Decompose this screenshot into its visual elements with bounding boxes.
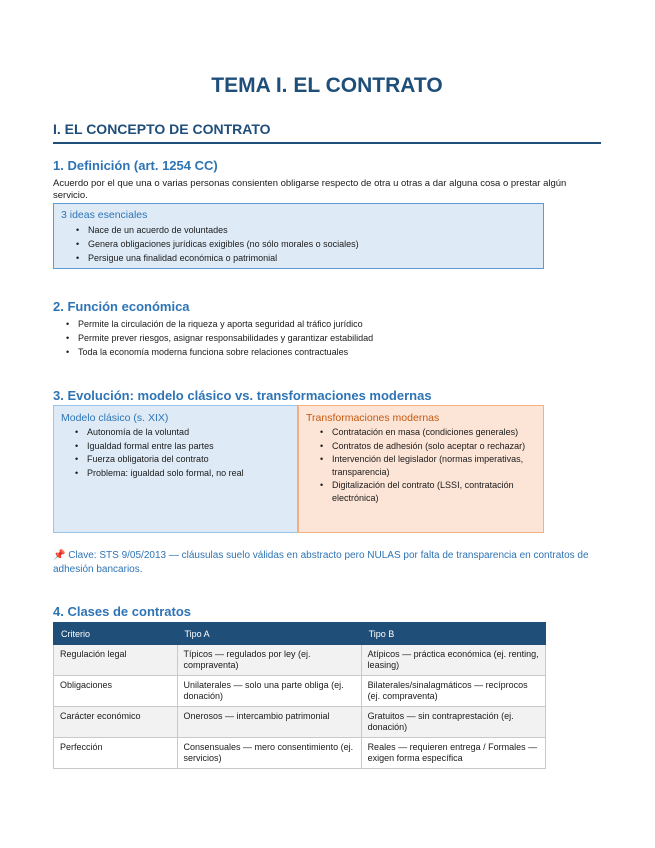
- definition-heading: 1. Definición (art. 1254 CC): [53, 158, 218, 173]
- definition-text: Acuerdo por el que una o varias personas consienten obligarse respecto de otra u otras a dar alguna cosa o prestar algún servicio.: [53, 178, 567, 201]
- classic-model-list: [61, 426, 290, 479]
- economic-function-list: [53, 317, 618, 359]
- list-item: • Genera obligaciones jurídicas exigibles (no sólo morales o sociales): [88, 237, 536, 251]
- list-item: • Nace de un acuerdo de voluntades: [88, 223, 536, 237]
- essential-ideas-box: [53, 203, 544, 269]
- table-cell: Típicos — regulados por ley (ej. compraventa): [177, 645, 361, 676]
- classic-model-box: [53, 405, 298, 533]
- table-cell: Regulación legal: [54, 645, 178, 676]
- list-item: • Permite la circulación de la riqueza y aporta seguridad al tráfico jurídico: [78, 317, 618, 331]
- list-item: • Toda la economía moderna funciona sobre relaciones contractuales: [78, 345, 618, 359]
- list-item: • Contratos de adhesión (solo aceptar o rechazar): [332, 440, 536, 453]
- column-header: Criterio: [54, 623, 178, 645]
- economic-function-heading: 2. Función económica: [53, 299, 190, 314]
- list-item: • Autonomía de la voluntad: [87, 426, 290, 439]
- document-title: TEMA I. EL CONTRATO: [211, 74, 443, 97]
- list-item: • Permite prever riesgos, asignar responsabilidades y garantizar estabilidad: [78, 331, 618, 345]
- essential-ideas-heading: 3 ideas esenciales: [61, 209, 148, 221]
- evolution-comparison: [53, 405, 544, 533]
- table-cell: Atípicos — práctica económica (ej. renting, leasing): [361, 645, 545, 676]
- table-cell: Perfección: [54, 738, 178, 769]
- key-note: [53, 549, 601, 577]
- list-item: • Intervención del legislador (normas imperativas, transparencia): [332, 453, 536, 478]
- table-cell: Bilaterales/sinalagmáticos — recíprocos (ej. compraventa): [361, 676, 545, 707]
- list-item: • Igualdad formal entre las partes: [87, 440, 290, 453]
- table-row: [54, 738, 546, 769]
- table-row: [54, 676, 546, 707]
- column-header: Tipo B: [361, 623, 545, 645]
- evolution-heading: 3. Evolución: modelo clásico vs. transformaciones modernas: [53, 388, 432, 403]
- table-header-row: [54, 623, 546, 645]
- contract-classes-table: [53, 622, 546, 769]
- list-item: • Problema: igualdad solo formal, no real: [87, 467, 290, 480]
- table-cell: Gratuitos — sin contraprestación (ej. donación): [361, 707, 545, 738]
- table-row: [54, 707, 546, 738]
- table-cell: Reales — requieren entrega / Formales — exigen forma específica: [361, 738, 545, 769]
- table-cell: Carácter económico: [54, 707, 178, 738]
- pushpin-icon: 📌: [53, 550, 66, 561]
- classic-model-heading: Modelo clásico (s. XIX): [61, 412, 169, 424]
- table-row: [54, 645, 546, 676]
- table-cell: Unilaterales — solo una parte obliga (ej. donación): [177, 676, 361, 707]
- table-cell: Obligaciones: [54, 676, 178, 707]
- modern-transformations-box: [298, 405, 544, 533]
- section-title: I. EL CONCEPTO DE CONTRATO: [53, 121, 601, 144]
- contract-classes-heading: 4. Clases de contratos: [53, 604, 191, 619]
- modern-transformations-heading: Transformaciones modernas: [306, 412, 440, 424]
- modern-transformations-list: [306, 426, 536, 504]
- table-cell: Consensuales — mero consentimiento (ej. servicios): [177, 738, 361, 769]
- essential-ideas-list: [61, 223, 536, 265]
- list-item: • Contratación en masa (condiciones generales): [332, 426, 536, 439]
- table-cell: Onerosos — intercambio patrimonial: [177, 707, 361, 738]
- list-item: • Fuerza obligatoria del contrato: [87, 453, 290, 466]
- column-header: Tipo A: [177, 623, 361, 645]
- list-item: • Persigue una finalidad económica o patrimonial: [88, 251, 536, 265]
- list-item: • Digitalización del contrato (LSSI, contratación electrónica): [332, 479, 536, 504]
- key-note-text: Clave: STS 9/05/2013 — cláusulas suelo válidas en abstracto pero NULAS por falta de transparencia en contratos de adhesión bancarios.: [53, 550, 589, 575]
